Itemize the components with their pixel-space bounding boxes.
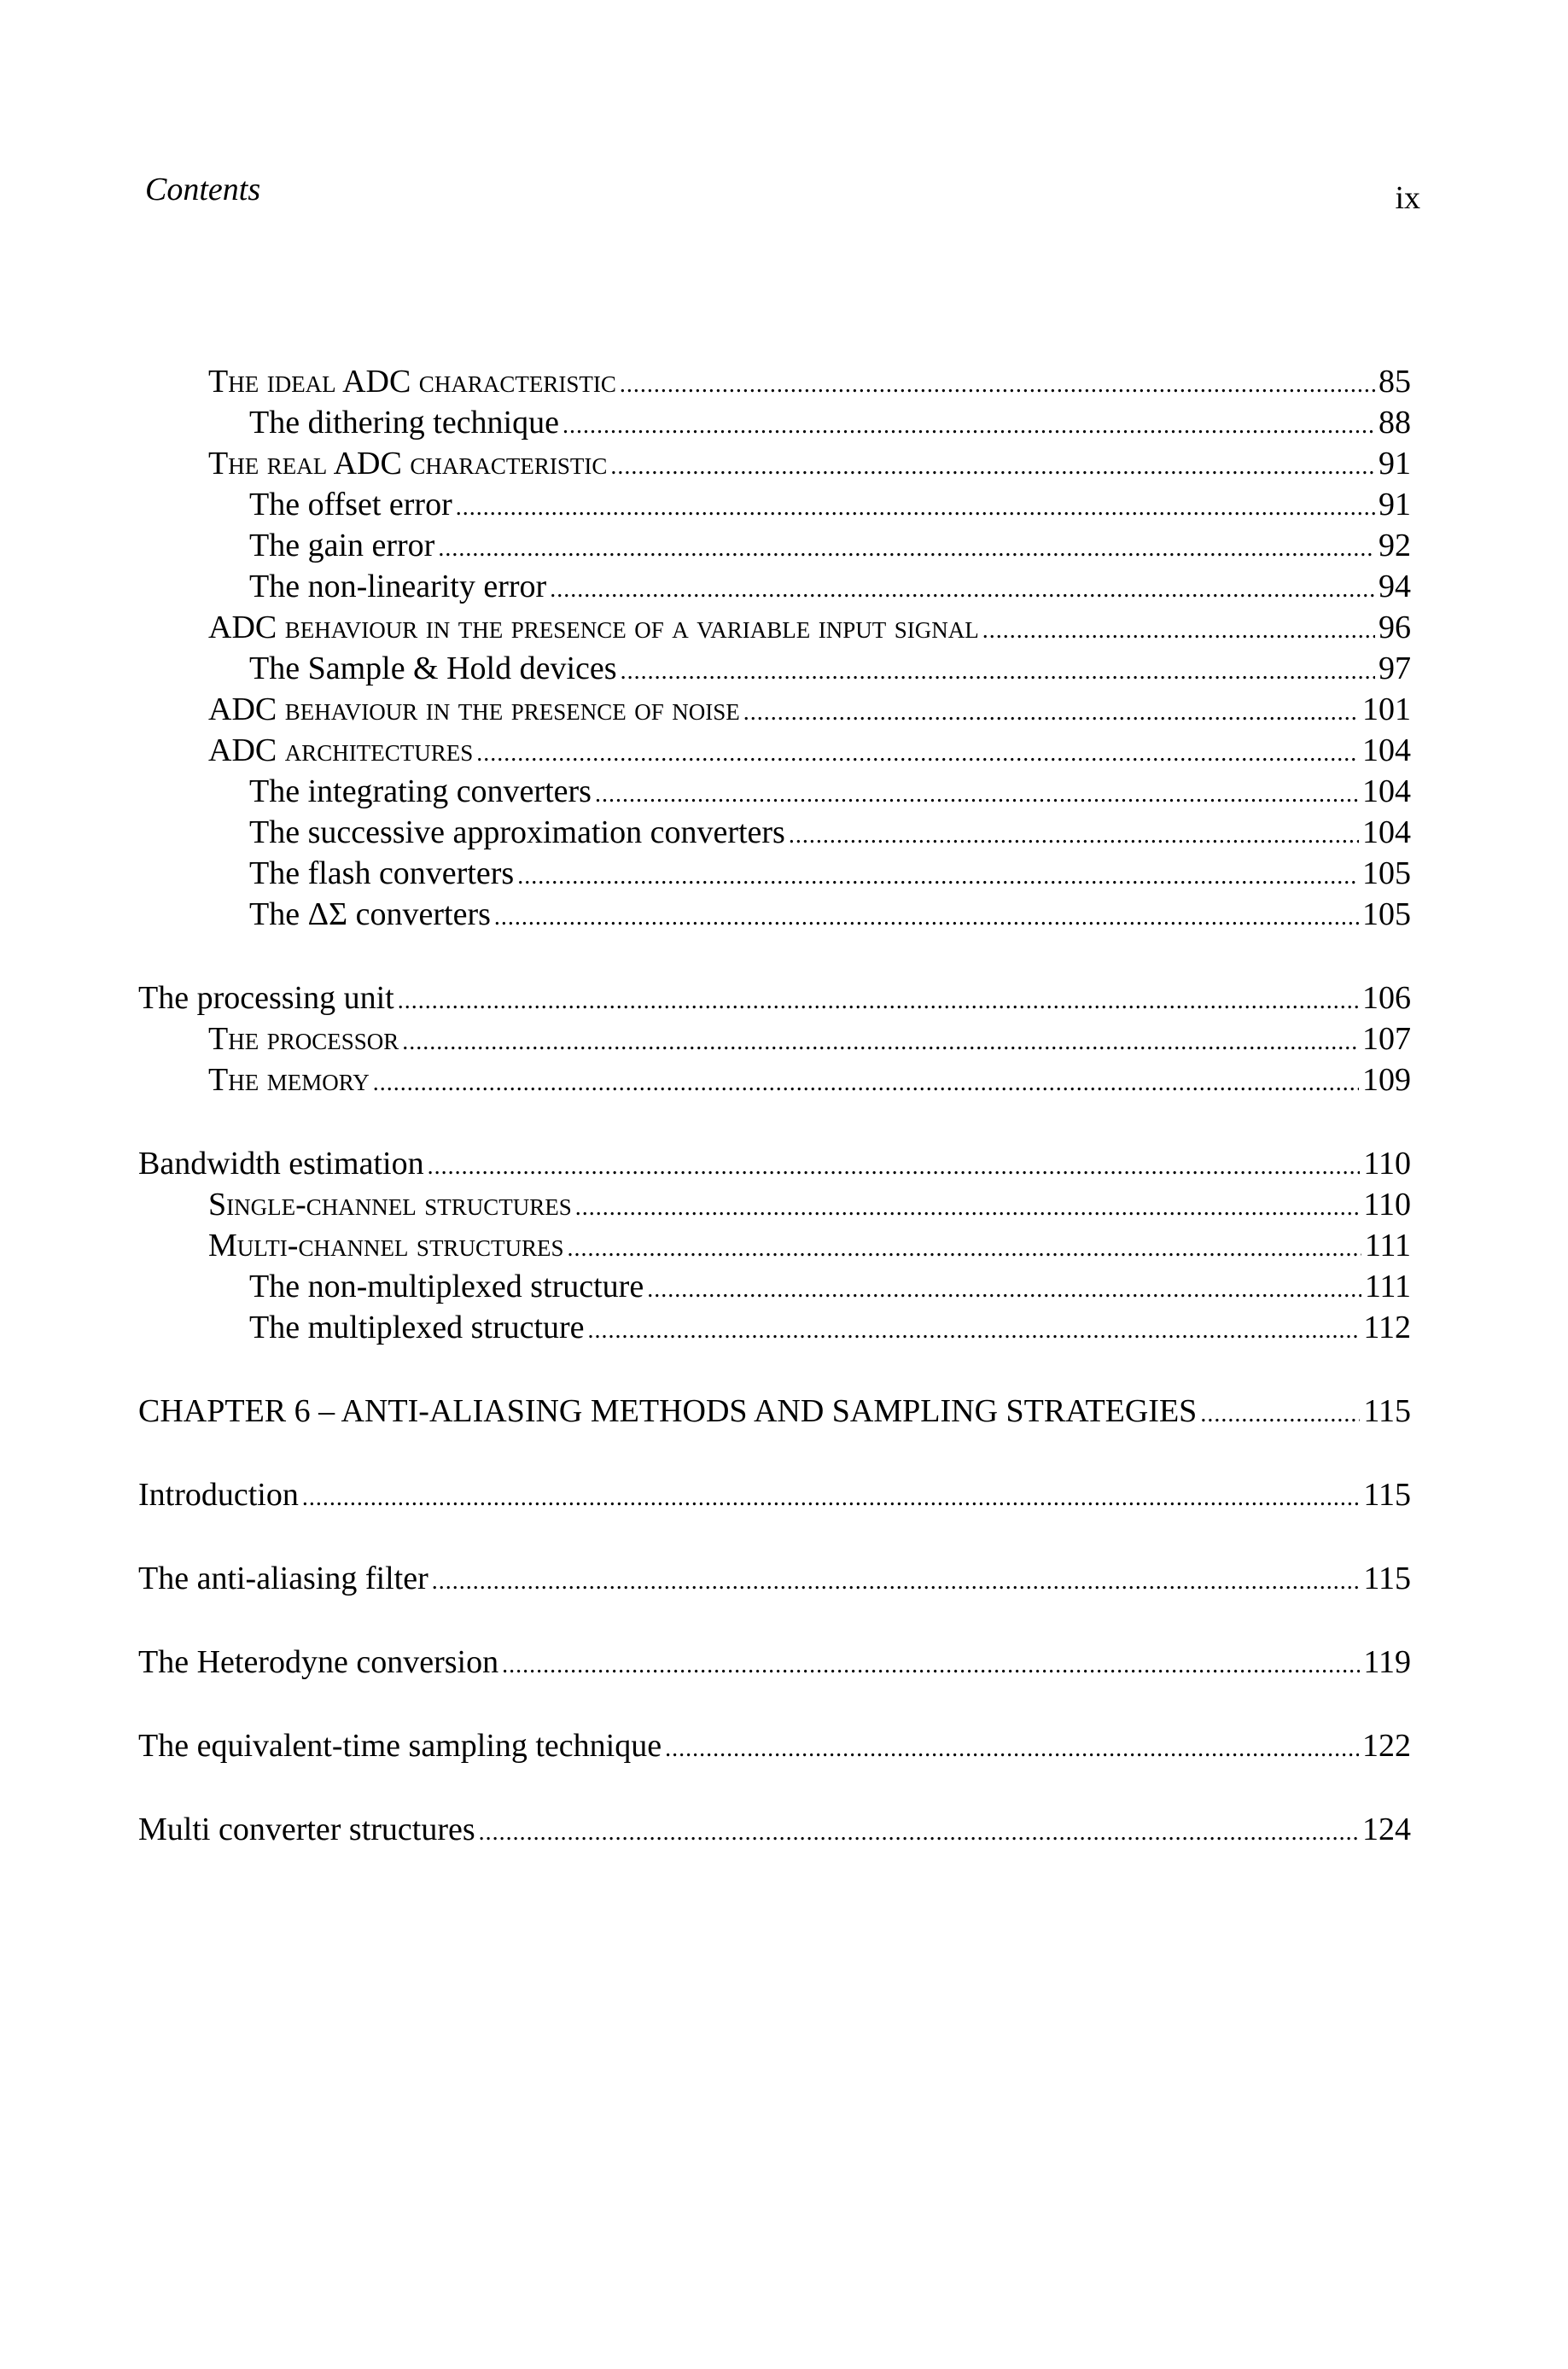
toc-entry-label: CHAPTER 6 – ANTI-ALIASING METHODS AND SAMPLING STRATEGIES [138,1393,1198,1429]
toc-leader-dots [302,1486,1361,1510]
toc-leader-dots [479,1821,1359,1845]
toc-entry-label: The dithering technique [249,405,559,441]
toc-entry-label: The non-linearity error [249,569,547,604]
toc-entry-page: 97 [1379,651,1411,686]
toc-entry[interactable] [138,1646,1411,1678]
toc-entry-page: 115 [1363,1393,1411,1429]
toc-entry[interactable] [249,1270,1411,1303]
toc-entry-label: The equivalent-time sampling technique [138,1728,662,1764]
toc-entry[interactable] [208,1229,1411,1262]
toc-leader-dots [432,1570,1361,1594]
toc-leader-dots [562,414,1375,438]
toc-entry[interactable] [249,406,1411,439]
toc-entry-label: Introduction [138,1477,299,1513]
toc-entry[interactable] [208,1023,1411,1055]
toc-leader-dots [665,1737,1359,1761]
toc-leader-dots [567,1237,1361,1261]
toc-leader-dots [476,742,1359,766]
toc-entry-page: 107 [1362,1021,1411,1057]
toc-entry-label: The successive approximation converters [249,814,785,850]
toc-entry-page: 106 [1362,980,1411,1016]
toc-entry[interactable] [249,857,1411,890]
toc-leader-dots [494,906,1359,930]
toc-entry-page: 104 [1362,814,1411,850]
toc-entry-page: 88 [1379,405,1411,441]
toc-entry-page: 105 [1362,855,1411,891]
toc-leader-dots [789,824,1359,848]
toc-leader-dots [575,1196,1361,1220]
toc-leader-dots [621,660,1375,684]
toc-entry-page: 96 [1379,610,1411,645]
toc-entry[interactable] [249,775,1411,808]
toc-leader-dots [610,455,1375,479]
toc-entry-page: 119 [1363,1644,1411,1680]
toc-entry[interactable] [208,365,1411,398]
toc-entry-label: Multi-channel structures [208,1228,564,1263]
toc-entry-label: The real ADC characteristic [208,446,608,481]
toc-leader-dots [588,1319,1361,1343]
toc-entry-label: Single-channel structures [208,1187,572,1222]
toc-leader-dots [550,578,1375,602]
toc-leader-dots [982,619,1375,643]
toc-entry-page: 115 [1363,1477,1411,1513]
toc-entry-label: The multiplexed structure [249,1310,585,1345]
toc-leader-dots [517,865,1359,889]
toc-entry-page: 92 [1379,528,1411,563]
toc-entry[interactable] [138,1730,1411,1762]
toc-entry-page: 110 [1363,1146,1411,1182]
toc-leader-dots [620,373,1375,397]
toc-entry-label: The ideal ADC characteristic [208,364,616,400]
toc-entry-label: The flash converters [249,855,515,891]
toc-entry[interactable] [249,898,1411,931]
toc-leader-dots [1200,1403,1360,1427]
toc-leader-dots [398,989,1359,1013]
toc-entry-page: 85 [1379,364,1411,400]
toc-entry[interactable] [208,693,1411,726]
toc-leader-dots [373,1071,1359,1095]
toc-entry[interactable] [249,488,1411,521]
toc-entry[interactable] [208,447,1411,480]
toc-entry[interactable] [249,570,1411,603]
toc-leader-dots [456,496,1375,520]
toc-entry-label: The gain error [249,528,435,563]
toc-leader-dots [402,1030,1359,1054]
toc-entry[interactable] [208,1188,1411,1221]
toc-entry[interactable] [138,1562,1411,1595]
toc-leader-dots [502,1654,1360,1678]
toc-entry-label: The offset error [249,487,452,522]
toc-entry-label: The ΔΣ converters [249,896,491,932]
toc-entry-label: The Sample & Hold devices [249,651,617,686]
toc-entry[interactable] [138,1813,1411,1846]
toc-entry-label: Multi converter structures [138,1812,475,1847]
toc-entry-page: 104 [1362,773,1411,809]
toc-entry[interactable] [138,1147,1411,1180]
toc-entry-page: 91 [1379,446,1411,481]
toc-entry-page: 105 [1362,896,1411,932]
toc-entry-label: Bandwidth estimation [138,1146,424,1182]
toc-entry-page: 122 [1362,1728,1411,1764]
toc-leader-dots [647,1278,1361,1302]
toc-entry[interactable] [249,529,1411,562]
toc-leader-dots [743,701,1359,725]
toc-entry-page: 101 [1362,691,1411,727]
running-header-title: Contents [145,172,261,207]
toc-entry-label: The memory [208,1062,370,1098]
toc-entry-label: The integrating converters [249,773,592,809]
toc-entry-label: The processing unit [138,980,394,1016]
toc-entry-page: 112 [1363,1310,1411,1345]
toc-entry-page: 94 [1379,569,1411,604]
page-number: ix [1395,180,1420,216]
toc-leader-dots [438,537,1375,561]
toc-entry-label: The non-multiplexed structure [249,1269,644,1304]
toc-entry[interactable] [249,652,1411,685]
toc-entry-page: 104 [1362,732,1411,768]
toc-entry[interactable] [208,611,1411,644]
toc-entry-label: ADC architectures [208,732,474,768]
toc-entry[interactable] [138,982,1411,1014]
toc-entry-page: 111 [1364,1228,1411,1263]
toc-entry-page: 110 [1363,1187,1411,1222]
toc-entry-label: The anti-aliasing filter [138,1561,428,1596]
toc-entry-label: The Heterodyne conversion [138,1644,499,1680]
toc-leader-dots [428,1155,1361,1179]
toc-entry[interactable] [208,734,1411,767]
toc-entry-label: The processor [208,1021,399,1057]
toc-entry-label: ADC behaviour in the presence of noise [208,691,740,727]
toc-entry-page: 111 [1364,1269,1411,1304]
toc-entry[interactable] [208,1064,1411,1096]
toc-entry-page: 109 [1362,1062,1411,1098]
toc-entry[interactable] [138,1479,1411,1511]
toc-entry[interactable] [249,1311,1411,1344]
toc-entry-page: 124 [1362,1812,1411,1847]
toc-entry[interactable] [249,816,1411,849]
toc-entry-label: ADC behaviour in the presence of a variable input signal [208,610,979,645]
toc-leader-dots [595,783,1359,807]
toc-entry-page: 115 [1363,1561,1411,1596]
toc-chapter-entry[interactable] [138,1395,1411,1427]
toc-entry-page: 91 [1379,487,1411,522]
